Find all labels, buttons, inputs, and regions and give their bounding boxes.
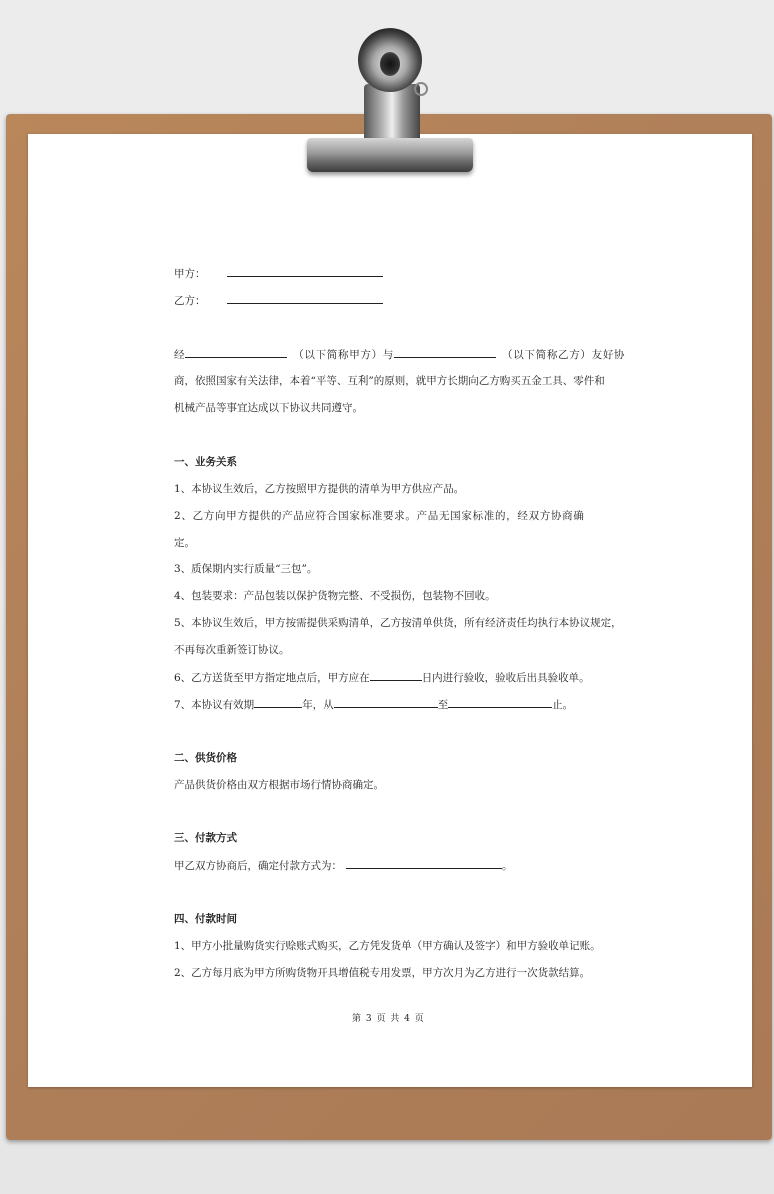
intro-text: （以下简称乙方）友好协 [502, 349, 626, 361]
party-a-row [174, 265, 383, 281]
section-1-item-4: 4、包装要求：产品包装以保护货物完整、不受损伤，包装物不回收。 [174, 590, 496, 602]
section-1-title: 一、业务关系 [174, 456, 237, 468]
section-4-title: 四、付款时间 [174, 913, 237, 925]
intro-blank-a[interactable] [185, 346, 287, 358]
party-a-label: 甲方： [174, 268, 206, 280]
item-7-text: 7、本协议有效期 [174, 699, 255, 711]
section-1-item-5-cont: 不再每次重新签订协议。 [174, 644, 290, 656]
section-1-item-6 [174, 669, 590, 685]
payment-method-text: 。 [502, 860, 513, 872]
section-2-title: 二、供货价格 [174, 752, 237, 764]
item-7-text: 止。 [552, 699, 574, 711]
intro-text: 经 [174, 349, 186, 361]
intro-line-2: 商，依照国家有关法律，本着“平等、互利”的原则，就甲方长期向乙方购买五金工具、零件和 [174, 375, 605, 387]
intro-line-1 [174, 346, 625, 362]
section-1-item-5: 5、本协议生效后，甲方按需提供采购清单，乙方按清单供货，所有经济责任均执行本协议规定， [174, 617, 622, 629]
section-1-item-2-cont: 定。 [174, 537, 195, 549]
intro-blank-b[interactable] [394, 346, 496, 358]
party-a-blank[interactable] [227, 265, 383, 277]
party-b-row [174, 292, 383, 308]
intro-text: （以下简称甲方）与 [293, 349, 395, 361]
item-6-text: 日内进行验收，验收后出具验收单。 [421, 672, 590, 684]
start-date-blank[interactable] [334, 696, 438, 708]
section-3-text [174, 857, 513, 873]
section-4-item-2: 2、乙方每月底为甲方所购货物开具增值税专用发票，甲方次月为乙方进行一次货款结算。 [174, 967, 591, 979]
payment-method-text: 甲乙双方协商后，确定付款方式为： [174, 860, 342, 872]
section-1-item-3: 3、质保期内实行质量“三包”。 [174, 563, 318, 575]
payment-method-blank[interactable] [346, 857, 502, 869]
section-1-item-7 [174, 696, 573, 712]
item-6-text: 6、乙方送货至甲方指定地点后，甲方应在 [174, 672, 370, 684]
section-2-text: 产品供货价格由双方根据市场行情协商确定。 [174, 779, 384, 791]
section-1-item-1: 1、本协议生效后，乙方按照甲方提供的清单为甲方供应产品。 [174, 483, 465, 495]
section-1-item-2: 2、乙方向甲方提供的产品应符合国家标准要求。产品无国家标准的，经双方协商确 [174, 510, 585, 522]
item-7-text: 至 [437, 699, 449, 711]
section-4-item-1: 1、甲方小批量购货实行赊账式购买，乙方凭发货单（甲方确认及签字）和甲方验收单记账。 [174, 940, 601, 952]
end-date-blank[interactable] [448, 696, 552, 708]
acceptance-days-blank[interactable] [370, 669, 422, 681]
item-7-text: 年，从 [302, 699, 334, 711]
party-b-blank[interactable] [227, 292, 383, 304]
section-3-title: 三、付款方式 [174, 832, 237, 844]
term-years-blank[interactable] [254, 696, 302, 708]
party-b-label: 乙方： [174, 295, 206, 307]
page-number-footer: 第 3 页 共 4 页 [352, 1014, 425, 1024]
intro-line-3: 机械产品等事宜达成以下协议共同遵守。 [174, 402, 363, 414]
